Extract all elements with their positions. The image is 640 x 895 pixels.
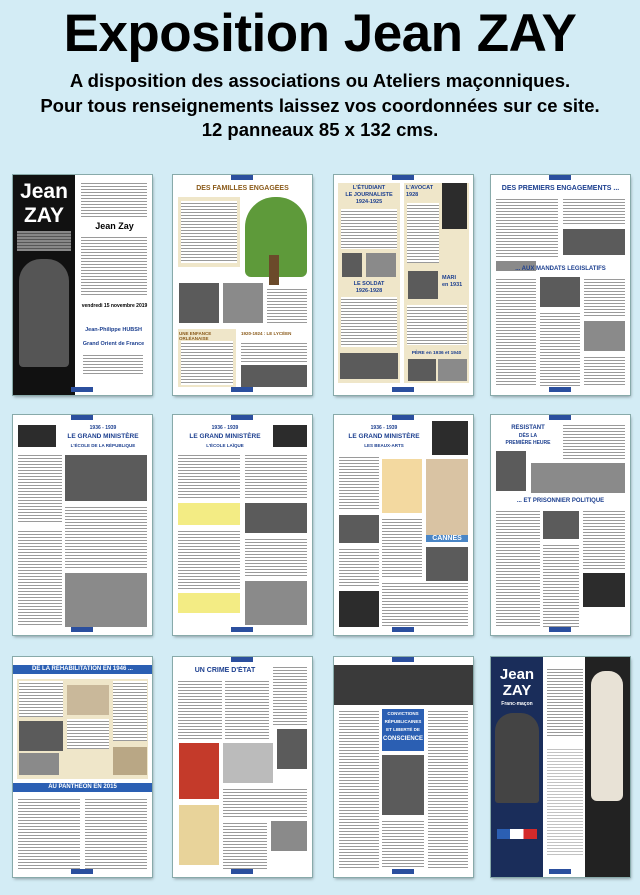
- panel-12-sub: Franc-maçon: [501, 701, 533, 707]
- panel-8-t3: PREMIÈRE HEURE: [505, 440, 551, 446]
- panel-12-name-last: ZAY: [502, 682, 532, 699]
- panel-7-ministry-arts: [334, 415, 473, 635]
- panel-3-t9: en 1931: [442, 282, 463, 288]
- panel-1-heading: Jean Zay: [95, 221, 134, 231]
- subtitle-line-3: 12 panneaux 85 x 132 cms.: [201, 119, 439, 140]
- panel-2-sub2: 1920-1924 : LE LYCÉEN: [241, 331, 292, 336]
- panel-9-sub: AU PANTHÉON EN 2015: [13, 783, 152, 792]
- panel-4-sub: ... AUX MANDATS LÉGISLATIFS: [515, 266, 606, 272]
- panel-9-title: DE LA RÉHABILITATION EN 1946 ...: [13, 665, 152, 674]
- panel-3-t2: LE JOURNALISTE: [345, 192, 393, 198]
- panel-3-t4: L'AVOCAT: [406, 185, 434, 191]
- panel-5-years: 1936 - 1939: [89, 425, 117, 431]
- portrait-photo: [495, 713, 539, 803]
- panel-10-title: UN CRIME D'ÉTAT: [194, 667, 256, 674]
- panel-5-sub: L'ÉCOLE DE LA RÉPUBLIQUE: [70, 443, 136, 448]
- panel-2-title: DES FAMILLES ENGAGÉES: [196, 185, 289, 192]
- panel-8-resistance: [491, 415, 630, 635]
- panel-11-convictions: [334, 657, 473, 877]
- panel-1-name-last: ZAY: [23, 204, 65, 227]
- panel-11-t2: RÉPUBLICAINES: [384, 719, 422, 724]
- panel-8-t1: RÉSISTANT: [511, 425, 545, 431]
- portrait-glasses-photo: [334, 665, 473, 705]
- panel-7-title: LE GRAND MINISTÈRE: [348, 433, 420, 440]
- panel-10-crime: [173, 657, 312, 877]
- panel-6-years: 1936 - 1939: [211, 425, 239, 431]
- panel-3-t1: L'ÉTUDIANT: [352, 185, 386, 191]
- panel-3-t10: PÈRE en 1936 et 1940: [411, 351, 462, 356]
- panel-6-sub: L'ÉCOLE LAÏQUE: [206, 443, 244, 448]
- panel-3-t6: LE SOLDAT: [353, 281, 385, 287]
- panel-3-t5: 1928: [406, 192, 419, 198]
- panel-9-rehabilitation: [13, 657, 152, 877]
- panel-3-t7: 1926-1928: [355, 288, 383, 294]
- subtitle-line-1: A disposition des associations ou Ateliers maçonniques.: [69, 70, 571, 91]
- panel-7-years: 1936 - 1939: [370, 425, 398, 431]
- panel-11-t3: ET LIBERTÉ DE: [386, 727, 420, 732]
- marianne-bust-image: [591, 671, 623, 801]
- panel-1-speaker: Jean-Philippe HUBSH: [85, 327, 142, 333]
- panel-12-name-first: Jean: [499, 666, 535, 683]
- poster-image: [179, 743, 219, 799]
- panel-1-name-first: Jean: [20, 180, 68, 203]
- panel-8-sub: ... ET PRISONNIER POLITIQUE: [516, 498, 605, 504]
- panel-3-career: [334, 175, 473, 395]
- panel-1-date: vendredi 15 novembre 2019: [81, 303, 148, 309]
- panel-4-engagements: [491, 175, 630, 395]
- panel-6-ministry-laic: [173, 415, 312, 635]
- panel-1-org: Grand Orient de France: [82, 341, 145, 347]
- panel-12-freemason: [491, 657, 630, 877]
- panel-11-t4: CONSCIENCE: [382, 736, 423, 742]
- panel-4-title: DES PREMIERS ENGAGEMENTS ...: [501, 185, 620, 192]
- panel-5-title: LE GRAND MINISTÈRE: [67, 433, 139, 440]
- panel-8-t2: DÈS LA: [518, 433, 538, 439]
- panel-7-cannes: CANNES: [426, 535, 468, 542]
- panel-3-t8: MARI: [442, 275, 457, 281]
- panel-6-title: LE GRAND MINISTÈRE: [189, 433, 261, 440]
- subtitle-line-2: Pour tous renseignements laissez vos coordonnées sur ce site.: [40, 95, 600, 116]
- panel-11-t1: CONVICTIONS: [387, 711, 419, 716]
- panel-7-sub: LES BEAUX-ARTS: [364, 443, 404, 448]
- panel-1-poster: [13, 175, 152, 395]
- panel-5-ministry-republic: [13, 415, 152, 635]
- panel-3-t3: 1924-1925: [355, 199, 383, 205]
- panel-2-sub1: UNE ENFANCE ORLÉANAISE: [179, 331, 212, 341]
- portrait-photo: [19, 259, 69, 367]
- panel-2-families: [173, 175, 312, 395]
- page-title: Exposition Jean ZAY: [63, 4, 577, 63]
